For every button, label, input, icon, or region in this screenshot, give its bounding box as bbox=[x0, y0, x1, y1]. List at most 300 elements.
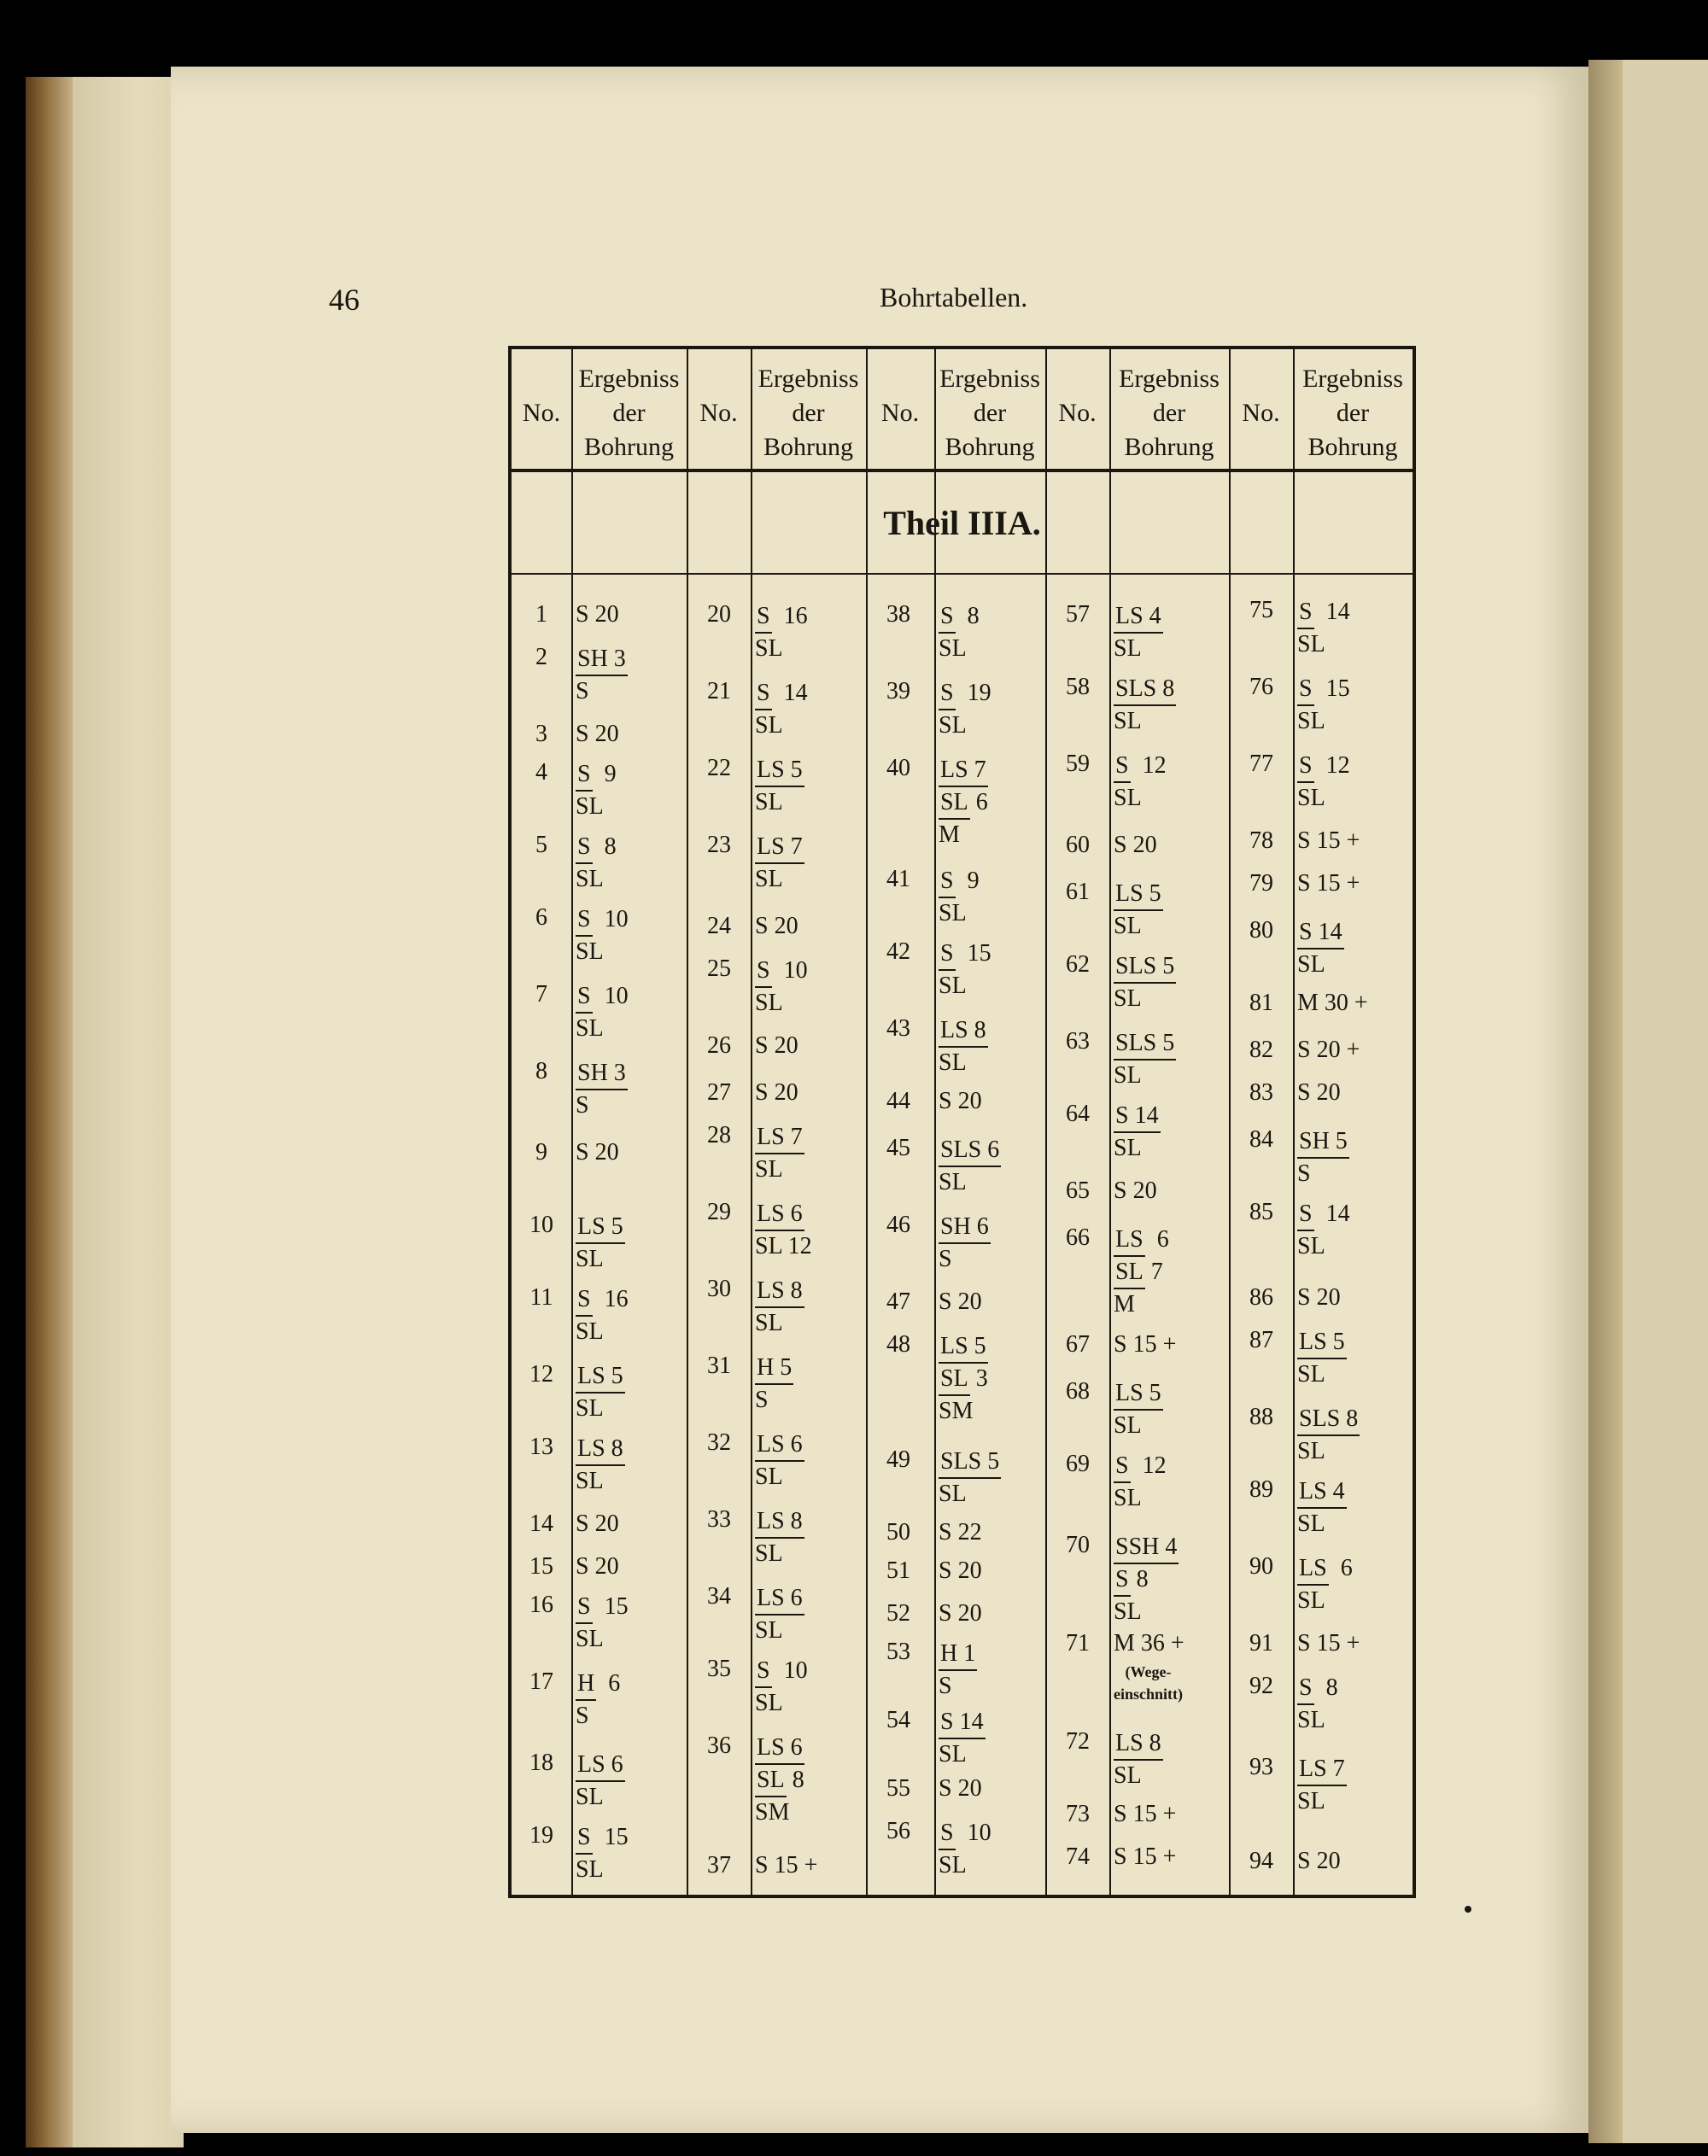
bore-number: 69 bbox=[1066, 1451, 1090, 1477]
bore-result-fraction bbox=[1114, 601, 1163, 664]
fraction-denominator: SL bbox=[1114, 635, 1142, 662]
fraction-numerator: SLS 8 bbox=[1297, 1404, 1360, 1436]
fraction-numerator: LS 8 bbox=[755, 1276, 804, 1308]
fraction-numerator: S bbox=[939, 866, 956, 898]
fraction-numerator: H 5 bbox=[755, 1353, 793, 1385]
fraction-second-denominator: SL bbox=[1114, 1598, 1142, 1625]
fraction-top bbox=[1297, 674, 1350, 706]
bore-number: 61 bbox=[1066, 879, 1090, 905]
fraction-numerator: LS 7 bbox=[939, 755, 988, 787]
fraction-denominator: SL bbox=[755, 866, 783, 892]
fraction-denominator: SL bbox=[939, 635, 967, 662]
fraction-denominator-line bbox=[939, 1850, 991, 1881]
bore-result-fraction bbox=[1114, 1532, 1179, 1627]
bore-result-fraction bbox=[1297, 1553, 1353, 1616]
fraction-value: 9 bbox=[955, 868, 980, 894]
bore-result-fraction bbox=[1114, 674, 1176, 737]
fraction-denominator-line bbox=[1114, 706, 1176, 737]
bore-result-fraction bbox=[576, 1434, 625, 1497]
bore-number: 4 bbox=[535, 759, 547, 786]
section-title: Theil IIIA. bbox=[883, 504, 1041, 542]
column-rule bbox=[1229, 349, 1231, 1895]
header-result-line1: Ergebniss bbox=[1119, 364, 1220, 393]
page-number: 46 bbox=[329, 283, 360, 317]
bore-result-fraction bbox=[755, 1506, 804, 1569]
bore-number: 21 bbox=[707, 678, 731, 704]
fraction-denominator: S bbox=[939, 1246, 952, 1272]
bore-number: 6 bbox=[535, 904, 547, 931]
fraction-value: 3 bbox=[969, 1365, 988, 1392]
bore-number: 53 bbox=[886, 1639, 910, 1665]
header-result-line1: Ergebniss bbox=[1302, 364, 1403, 393]
fraction-top bbox=[1114, 1378, 1163, 1411]
fraction-value: 14 bbox=[1313, 599, 1350, 625]
fraction-denominator: SL bbox=[576, 1626, 604, 1652]
fraction-denominator: SL bbox=[755, 1540, 783, 1567]
fraction-denominator-line bbox=[1297, 1786, 1347, 1817]
fraction-denominator: SL bbox=[1297, 708, 1325, 734]
fraction-denominator: SL bbox=[576, 1784, 604, 1810]
fraction-numerator: H 1 bbox=[939, 1639, 977, 1671]
fraction-denominator-line bbox=[1114, 634, 1163, 664]
bore-result-fraction bbox=[755, 1656, 808, 1719]
fraction-denominator-line bbox=[576, 864, 617, 895]
fraction-denominator-line bbox=[1114, 984, 1176, 1014]
fraction-denominator: SL bbox=[1114, 1257, 1145, 1289]
bore-number: 28 bbox=[707, 1122, 731, 1148]
fraction-top bbox=[1297, 1553, 1353, 1586]
fraction-denominator-line bbox=[1297, 1509, 1347, 1540]
bore-result-fraction bbox=[1114, 1451, 1167, 1514]
fraction-numerator: S bbox=[576, 904, 593, 937]
fraction-denominator: SL bbox=[1114, 1412, 1142, 1439]
fraction-numerator: S bbox=[755, 955, 772, 988]
fraction-denominator-line bbox=[1297, 1231, 1350, 1262]
fraction-denominator: S bbox=[755, 1387, 769, 1413]
header-result-line3: Bohrung bbox=[584, 432, 674, 461]
fraction-top bbox=[1297, 597, 1350, 629]
bore-result-fraction bbox=[576, 759, 617, 822]
fraction-top bbox=[939, 678, 991, 710]
fraction-top bbox=[755, 755, 804, 787]
fraction-denominator: SL bbox=[939, 1481, 967, 1507]
fraction-top bbox=[576, 981, 629, 1014]
bohr-table bbox=[508, 346, 1416, 1898]
fraction-top bbox=[755, 832, 804, 864]
bore-number: 64 bbox=[1066, 1101, 1090, 1127]
bore-result: S 15 + bbox=[1297, 827, 1360, 854]
fraction-top bbox=[939, 1015, 988, 1048]
bore-number: 44 bbox=[886, 1088, 910, 1114]
bore-number: 34 bbox=[707, 1583, 731, 1610]
bore-result: S 20 bbox=[1114, 1177, 1157, 1204]
fraction-denominator: SL bbox=[939, 1169, 967, 1195]
header-result-line2: der bbox=[1336, 398, 1370, 427]
header-result-line2: der bbox=[612, 398, 646, 427]
fraction-denominator: SL bbox=[1114, 1762, 1142, 1789]
bore-result-fraction bbox=[1297, 1754, 1347, 1817]
bore-result: S 15 + bbox=[1114, 1843, 1177, 1870]
fraction-denominator: SL bbox=[755, 1464, 783, 1490]
bore-number: 7 bbox=[535, 981, 547, 1008]
fraction-denominator-line bbox=[755, 864, 804, 895]
bore-number: 55 bbox=[886, 1775, 910, 1802]
bore-number: 92 bbox=[1249, 1673, 1273, 1699]
fraction-value: 14 bbox=[771, 680, 808, 706]
bore-number: 90 bbox=[1249, 1553, 1273, 1580]
fraction-denominator: S bbox=[1114, 1564, 1131, 1597]
fraction-denominator-line bbox=[1297, 629, 1350, 660]
header-no: No. bbox=[522, 398, 561, 427]
fraction-denominator: SL bbox=[755, 1156, 783, 1183]
bore-result-fraction bbox=[1114, 879, 1163, 942]
bore-number: 94 bbox=[1249, 1848, 1273, 1874]
fraction-numerator: S bbox=[755, 601, 772, 634]
bore-number: 35 bbox=[707, 1656, 731, 1682]
bore-number: 58 bbox=[1066, 674, 1090, 700]
fraction-denominator-line bbox=[939, 1048, 988, 1078]
fraction-top bbox=[576, 1750, 625, 1782]
bore-number: 26 bbox=[707, 1032, 731, 1059]
fraction-denominator: SL bbox=[1114, 1135, 1142, 1161]
fraction-numerator: S 14 bbox=[1114, 1101, 1161, 1133]
fraction-numerator: LS 6 bbox=[755, 1199, 804, 1231]
fraction-top bbox=[939, 601, 980, 634]
fraction-denominator-line bbox=[576, 1014, 629, 1044]
fraction-denominator: SL bbox=[1297, 1438, 1325, 1464]
fraction-denominator: SL bbox=[755, 789, 783, 815]
bore-number: 63 bbox=[1066, 1028, 1090, 1055]
fraction-denominator: SL bbox=[939, 973, 967, 999]
bore-number: 23 bbox=[707, 832, 731, 858]
bore-result: S 20 bbox=[755, 1032, 798, 1059]
bore-result-fraction bbox=[576, 1592, 629, 1655]
fraction-numerator: LS 5 bbox=[576, 1212, 625, 1244]
fraction-denominator-line bbox=[576, 1090, 628, 1121]
bore-result: S 20 bbox=[755, 1079, 798, 1106]
fraction-value: 15 bbox=[592, 1824, 629, 1850]
fraction-denominator: SL bbox=[1114, 708, 1142, 734]
fraction-denominator: SL bbox=[939, 1049, 967, 1076]
bore-number: 33 bbox=[707, 1506, 731, 1533]
fraction-denominator-line bbox=[1114, 1257, 1169, 1289]
bore-result-fraction bbox=[1114, 1378, 1163, 1441]
fraction-denominator: SL bbox=[1297, 1788, 1325, 1814]
fraction-denominator-line bbox=[939, 1671, 977, 1702]
fraction-denominator-line bbox=[576, 1317, 629, 1347]
bore-result-fraction bbox=[576, 1212, 625, 1275]
bore-number: 82 bbox=[1249, 1037, 1273, 1063]
bore-number: 73 bbox=[1066, 1801, 1090, 1827]
bore-number: 66 bbox=[1066, 1224, 1090, 1251]
bore-result-fraction bbox=[755, 601, 808, 664]
bore-result-fraction bbox=[939, 1707, 986, 1770]
fraction-denominator: SL bbox=[1297, 1510, 1325, 1537]
bore-result-fraction bbox=[1114, 1224, 1169, 1320]
fraction-top bbox=[939, 1212, 991, 1244]
bore-number: 88 bbox=[1249, 1404, 1273, 1430]
fraction-top bbox=[755, 678, 808, 710]
fraction-value: 14 bbox=[1313, 1201, 1350, 1227]
fraction-denominator-line bbox=[755, 1765, 804, 1797]
fraction-value: 8 bbox=[592, 833, 617, 860]
bore-result: S 20 bbox=[576, 721, 619, 747]
bore-number: 8 bbox=[535, 1058, 547, 1084]
fraction-top bbox=[755, 1506, 804, 1539]
bore-result: S 20 bbox=[576, 1553, 619, 1580]
fraction-top bbox=[576, 1284, 629, 1317]
fraction-top bbox=[939, 1446, 1001, 1479]
fraction-numerator: S bbox=[576, 832, 593, 864]
bore-number: 29 bbox=[707, 1199, 731, 1225]
bore-result: S 20 bbox=[576, 601, 619, 628]
fraction-top bbox=[576, 1361, 625, 1394]
bore-result: S 20 bbox=[1297, 1848, 1341, 1874]
fraction-denominator: SL bbox=[576, 938, 604, 965]
bore-result-fraction bbox=[939, 1639, 977, 1702]
fraction-denominator: SL bbox=[576, 1015, 604, 1042]
bore-number: 84 bbox=[1249, 1126, 1273, 1153]
fraction-denominator-line bbox=[576, 1782, 625, 1813]
fraction-denominator: SL bbox=[1114, 785, 1142, 811]
fraction-numerator: SLS 6 bbox=[939, 1135, 1001, 1167]
bore-result-fraction bbox=[755, 678, 808, 741]
fraction-top bbox=[1114, 751, 1167, 783]
bore-result: S 20 bbox=[576, 1510, 619, 1537]
fraction-value: 10 bbox=[592, 983, 629, 1009]
bore-result-fraction bbox=[939, 866, 980, 929]
bore-result: S 20 bbox=[1297, 1284, 1341, 1311]
bore-result-fraction bbox=[1114, 951, 1176, 1014]
bore-result-fraction bbox=[576, 904, 629, 967]
bore-result: S 20 bbox=[1114, 832, 1157, 858]
fraction-numerator: SLS 5 bbox=[1114, 951, 1176, 984]
bore-result-fraction bbox=[939, 1015, 988, 1078]
header-no: No. bbox=[880, 398, 920, 427]
bore-result-fraction bbox=[755, 1429, 804, 1493]
fraction-denominator: S bbox=[576, 678, 589, 704]
bore-result-fraction bbox=[1114, 1101, 1161, 1164]
fraction-denominator-line bbox=[755, 988, 808, 1019]
bore-number: 31 bbox=[707, 1353, 731, 1379]
bore-number: 89 bbox=[1249, 1476, 1273, 1503]
fraction-denominator: SL bbox=[939, 900, 967, 926]
bore-number: 54 bbox=[886, 1707, 910, 1733]
bore-result-fraction bbox=[939, 1818, 991, 1881]
bore-number: 74 bbox=[1066, 1843, 1090, 1870]
fraction-top bbox=[939, 1331, 988, 1364]
book-gutter bbox=[1588, 60, 1623, 2143]
fraction-top bbox=[576, 1434, 625, 1466]
fraction-numerator: LS 6 bbox=[755, 1583, 804, 1616]
fraction-top bbox=[1297, 1673, 1338, 1705]
fraction-numerator: LS 7 bbox=[1297, 1754, 1347, 1786]
bore-result: S 15 + bbox=[755, 1852, 818, 1878]
bore-result-fraction bbox=[939, 1331, 988, 1427]
fraction-denominator-line bbox=[1114, 1483, 1167, 1514]
column-rule bbox=[1109, 349, 1111, 1895]
bore-number: 86 bbox=[1249, 1284, 1273, 1311]
bore-result-fraction bbox=[755, 1353, 793, 1416]
fraction-denominator: SL bbox=[755, 712, 783, 739]
fraction-numerator: S 14 bbox=[1297, 917, 1344, 949]
bore-number: 79 bbox=[1249, 870, 1273, 897]
fraction-top bbox=[939, 1818, 991, 1850]
column-rule bbox=[687, 349, 688, 1895]
fraction-numerator: LS 7 bbox=[755, 1122, 804, 1154]
bore-number: 32 bbox=[707, 1429, 731, 1456]
bore-number: 85 bbox=[1249, 1199, 1273, 1225]
fraction-top bbox=[576, 1212, 625, 1244]
fraction-numerator: SH 3 bbox=[576, 644, 628, 676]
fraction-numerator: S bbox=[939, 601, 956, 634]
fraction-denominator-line bbox=[1114, 1761, 1163, 1791]
fraction-numerator: LS 4 bbox=[1114, 601, 1163, 634]
bore-result: S 15 + bbox=[1114, 1801, 1177, 1827]
bore-result: S 20 bbox=[939, 1557, 982, 1584]
fraction-top bbox=[755, 1199, 812, 1231]
bore-result: S 15 + bbox=[1114, 1331, 1177, 1358]
fraction-top bbox=[1114, 1532, 1179, 1564]
bore-number: 43 bbox=[886, 1015, 910, 1042]
fraction-value: 12 bbox=[781, 1233, 812, 1259]
facing-page bbox=[1623, 60, 1708, 2143]
fraction-top bbox=[1297, 917, 1344, 949]
fraction-numerator: S bbox=[1297, 597, 1314, 629]
fraction-numerator: LS 8 bbox=[1114, 1728, 1163, 1761]
fraction-numerator: LS bbox=[1297, 1553, 1329, 1586]
bore-number: 3 bbox=[535, 721, 547, 747]
fraction-denominator: S bbox=[939, 1673, 952, 1699]
column-rule bbox=[751, 349, 752, 1895]
bore-result-fraction bbox=[1114, 1028, 1176, 1091]
fraction-numerator: LS 5 bbox=[1297, 1327, 1347, 1359]
fraction-numerator: SSH 4 bbox=[1114, 1532, 1179, 1564]
bore-result: S 20 bbox=[939, 1775, 982, 1802]
header-no: No. bbox=[1058, 398, 1097, 427]
fraction-value: 15 bbox=[1313, 675, 1350, 702]
bore-number: 17 bbox=[529, 1668, 553, 1695]
fraction-denominator-line bbox=[1114, 1133, 1161, 1164]
fraction-numerator: S bbox=[939, 678, 956, 710]
bore-number: 56 bbox=[886, 1818, 910, 1844]
fraction-denominator-line bbox=[1297, 783, 1350, 814]
fraction-denominator: SL bbox=[1297, 785, 1325, 811]
fraction-denominator: SL bbox=[939, 787, 970, 820]
fraction-denominator: SL bbox=[576, 1318, 604, 1345]
fraction-value: 8 bbox=[1130, 1566, 1149, 1592]
fraction-top bbox=[755, 1353, 793, 1385]
bore-number: 71 bbox=[1066, 1630, 1090, 1656]
bore-number: 93 bbox=[1249, 1754, 1273, 1780]
bore-number: 70 bbox=[1066, 1532, 1090, 1558]
bore-result-fraction bbox=[755, 1199, 812, 1262]
fraction-top bbox=[939, 866, 980, 898]
bore-result-fraction bbox=[1297, 1404, 1360, 1467]
fraction-denominator: SL bbox=[939, 1364, 970, 1396]
fraction-denominator-line bbox=[576, 1244, 625, 1275]
fraction-second-denominator: M bbox=[939, 821, 960, 848]
bore-number: 76 bbox=[1249, 674, 1273, 700]
fraction-value: 6 bbox=[969, 789, 988, 815]
fraction-denominator-line bbox=[939, 1167, 1001, 1198]
bore-result-fraction bbox=[1114, 1728, 1163, 1791]
header-result-line2: der bbox=[973, 398, 1007, 427]
fraction-denominator-line bbox=[576, 1394, 625, 1424]
fraction-denominator: SL bbox=[576, 866, 604, 892]
fraction-value: 8 bbox=[955, 603, 980, 629]
bore-number: 10 bbox=[529, 1212, 553, 1238]
fraction-numerator: SLS 5 bbox=[1114, 1028, 1176, 1060]
bore-result: S 20 bbox=[939, 1088, 982, 1114]
bore-result-fraction bbox=[1297, 1126, 1349, 1189]
fraction-denominator-line bbox=[755, 1154, 804, 1185]
column-rule bbox=[934, 349, 936, 1895]
fraction-numerator: S bbox=[1297, 751, 1314, 783]
fraction-denominator: SL bbox=[755, 1233, 782, 1259]
fraction-numerator: LS 5 bbox=[755, 755, 804, 787]
column-rule bbox=[866, 349, 868, 1895]
bore-number: 13 bbox=[529, 1434, 553, 1460]
fraction-numerator: LS 4 bbox=[1297, 1476, 1347, 1509]
fraction-top bbox=[576, 1822, 629, 1855]
bore-number: 91 bbox=[1249, 1630, 1273, 1656]
bore-result-fraction bbox=[1114, 751, 1167, 814]
bore-note bbox=[1114, 1661, 1183, 1705]
bore-result-fraction bbox=[1297, 1673, 1338, 1736]
bore-result: S 20 + bbox=[1297, 1037, 1360, 1063]
fraction-denominator: SL bbox=[576, 1246, 604, 1272]
fraction-numerator: LS 5 bbox=[576, 1361, 625, 1394]
bore-result-fraction bbox=[1297, 917, 1344, 980]
fraction-value: 15 bbox=[955, 940, 991, 967]
fraction-numerator: SLS 5 bbox=[939, 1446, 1001, 1479]
bore-result-fraction bbox=[755, 1276, 804, 1339]
fraction-numerator: SH 5 bbox=[1297, 1126, 1349, 1159]
bore-result: M 30 + bbox=[1297, 990, 1368, 1016]
bore-number: 9 bbox=[535, 1139, 547, 1166]
fraction-top bbox=[1114, 674, 1176, 706]
bore-result-fraction bbox=[576, 1822, 629, 1885]
fraction-numerator: LS bbox=[1114, 1224, 1145, 1257]
fraction-top bbox=[1297, 1126, 1349, 1159]
bore-number: 83 bbox=[1249, 1079, 1273, 1106]
fraction-denominator-line bbox=[939, 1244, 991, 1275]
header-result bbox=[1293, 359, 1413, 466]
fraction-top bbox=[1297, 1754, 1347, 1786]
bore-number: 5 bbox=[535, 832, 547, 858]
bore-number: 60 bbox=[1066, 832, 1090, 858]
fraction-top bbox=[755, 1122, 804, 1154]
fraction-top bbox=[1297, 1327, 1347, 1359]
bore-result-fraction bbox=[755, 755, 804, 818]
fraction-denominator: SL bbox=[939, 712, 967, 739]
fraction-denominator: SL bbox=[755, 635, 783, 662]
fraction-denominator-line bbox=[939, 898, 980, 929]
running-head: Bohrtabellen. bbox=[880, 282, 1028, 313]
fraction-top bbox=[576, 644, 628, 676]
fraction-value: 6 bbox=[1144, 1226, 1169, 1253]
bore-number: 80 bbox=[1249, 917, 1273, 944]
header-result-line1: Ergebniss bbox=[939, 364, 1040, 393]
bore-number: 27 bbox=[707, 1079, 731, 1106]
bore-result-fraction bbox=[576, 1361, 625, 1424]
fraction-top bbox=[1297, 1476, 1347, 1509]
bore-number: 18 bbox=[529, 1750, 553, 1776]
bore-number: 72 bbox=[1066, 1728, 1090, 1755]
fraction-denominator-line bbox=[755, 1385, 793, 1416]
fraction-denominator-line bbox=[939, 1364, 988, 1396]
